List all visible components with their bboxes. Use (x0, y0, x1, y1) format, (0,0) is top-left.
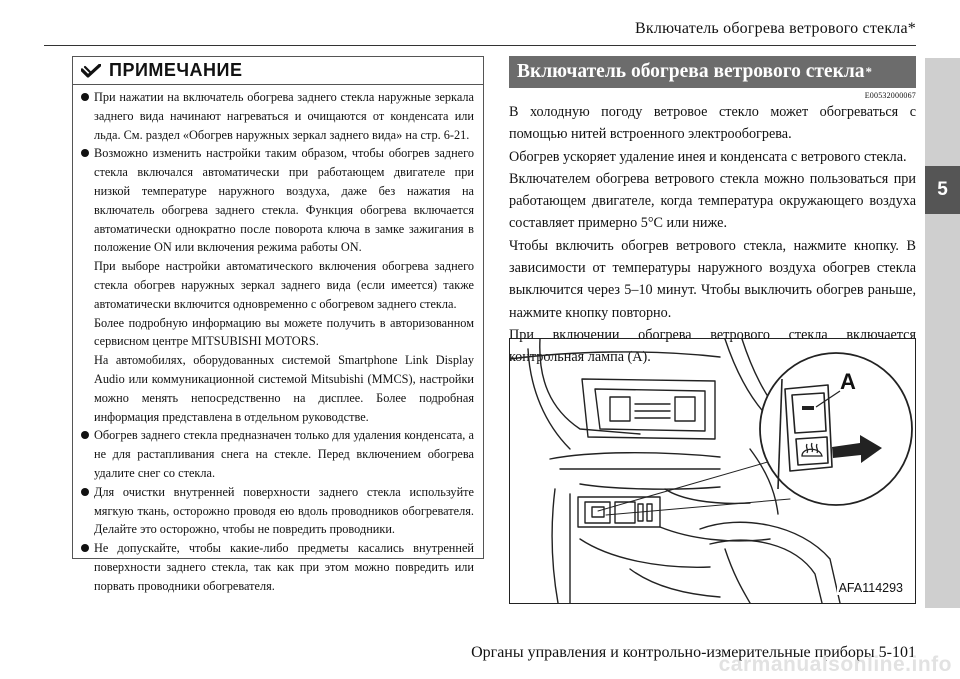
dashboard-illustration (509, 338, 916, 604)
note-box (72, 56, 484, 593)
callout-label-a: A (840, 369, 856, 394)
note-paragraph: Более подробную информацию вы можете получить в авторизованном сервисном центре MITSUBISHI MOTORS. (94, 315, 474, 349)
note-paragraph: На автомобилях, оборудованных системой Smartphone Link Display Audio или коммуникационной системой Mitsubishi (MMCS), настройки можно менять непосредственно на дисплее. Более подробная информация представлена в отдельном руководстве. (94, 353, 474, 424)
body-paragraph: В холодную погоду ветровое стекло может обогреваться с помощью нитей встроенного электрообогрева. (509, 104, 916, 143)
note-paragraph: Для очистки внутренней поверхности заднего стекла используйте мягкую ткань, осторожно проводя ею вдоль проводников обогревателя. Делайте это осторожно, чтобы не повредить проводники. (94, 484, 474, 537)
figure-code: AFA114293 (838, 581, 903, 595)
note-paragraph: При выборе настройки автоматического включения обогрева заднего стекла обогрев наружных зеркал заднего вида (если имеется) также автоматически включится одновременно с обогревом заднего стекла. (94, 259, 474, 311)
section-asterisk: * (865, 64, 873, 79)
note-item (81, 539, 474, 595)
body-paragraph: Включателем обогрева ветрового стекла можно пользоваться при работающем двигателе, когда температура окружающего воздуха составляет примерно 5°C или ниже. (509, 170, 916, 232)
note-header (73, 57, 483, 85)
chapter-tab[interactable]: 5 (925, 166, 960, 214)
section-title: Включатель обогрева ветрового стекла (517, 61, 865, 82)
dashboard-drawing (510, 339, 915, 603)
note-paragraph: Возможно изменить настройки таким образом, чтобы обогрев заднего стекла включался автоматически при работающем двигателе при низкой температуре наружного воздуха, даже без нажатия на включатель обогрева заднего стекла. Функция обогрева включается автоматически однократно после поворота ключа в замке зажигания в положение ON или включения режима работы ON. (94, 146, 474, 255)
note-item (81, 483, 474, 539)
section-reference-code: E00532000067 (864, 91, 916, 100)
note-paragraph: При нажатии на включатель обогрева заднего стекла наружные зеркала заднего вида начинают нагреваться и очищаются от конденсата или льда. См. раздел «Обогрев наружных зеркал заднего вида» на стр. 6-21. (94, 90, 474, 142)
body-paragraph: Чтобы включить обогрев ветрового стекла, нажмите кнопку. В зависимости от температуры наружного воздуха обогрев стекла выключится через 5–10 минут. Чтобы выключить обогрев раньше, нажмите кнопку повторно. (509, 237, 916, 321)
body-paragraph: Обогрев ускоряет удаление инея и конденсата с ветрового стекла. (509, 148, 907, 165)
body-paragraph: При включении обогрева ветрового стекла включается контрольная лампа (A). (509, 326, 916, 366)
note-item (81, 144, 474, 426)
note-title: ПРИМЕЧАНИЕ (109, 60, 243, 80)
page-header-title: Включатель обогрева ветрового стекла* (635, 20, 916, 37)
chapter-sidebar (925, 58, 960, 608)
header-divider (44, 45, 916, 46)
note-check-icon (81, 64, 101, 78)
page-footer: Органы управления и контрольно-измерительные приборы 5-101 (471, 644, 916, 661)
note-item (81, 88, 474, 144)
section-body (509, 101, 916, 369)
note-paragraph: Не допускайте, чтобы какие-либо предметы касались внутренней поверхности заднего стекла, так как при этом можно повредить или порвать проводники обогревателя. (94, 541, 474, 593)
watermark-text: carmanualsonline.info (718, 653, 952, 676)
section-heading (509, 56, 916, 88)
note-list (73, 85, 483, 596)
note-paragraph: Обогрев заднего стекла предназначен только для удаления конденсата, а не для растапливания снега на стекле. Перед включением обогрева удалите снег со стекла. (94, 428, 474, 480)
note-item (81, 426, 474, 482)
